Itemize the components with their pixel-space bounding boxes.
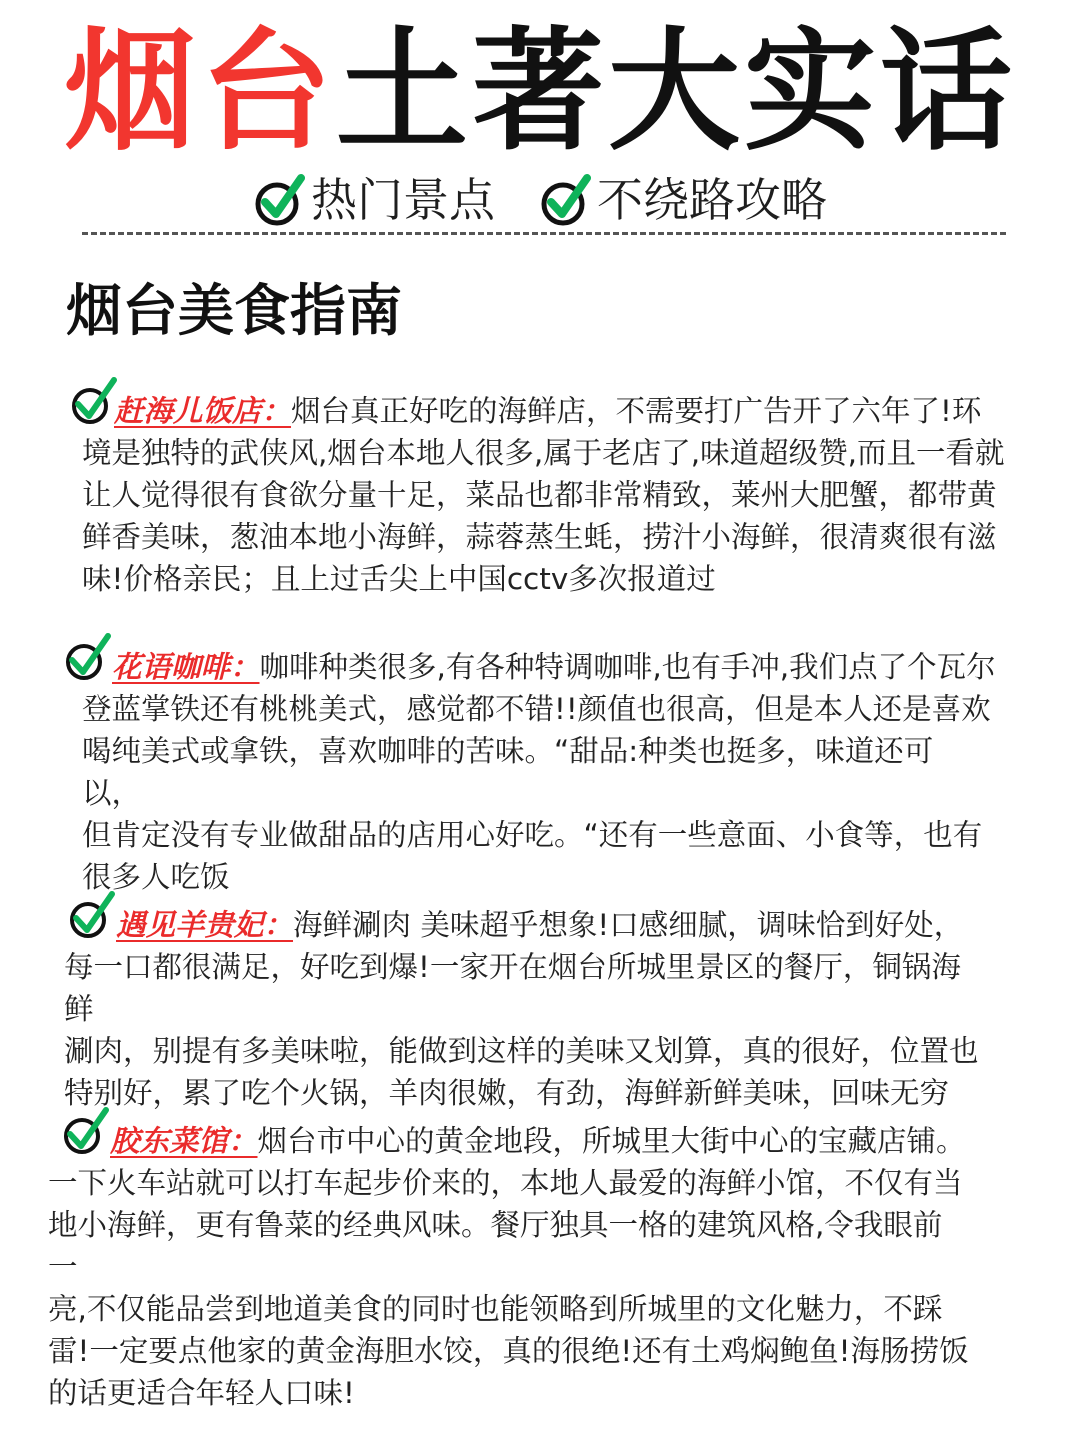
section-title: 烟台美食指南: [66, 279, 402, 344]
entry-line: 每一口都很满足，好吃到爆!一家开在烟台所城里景区的餐厅，铜锅海: [64, 950, 961, 984]
entry-line: 喝纯美式或拿铁，喜欢咖啡的苦味。“甜品:种类也挺多，味道还可: [82, 734, 934, 768]
tag-hot-spots: [253, 168, 495, 232]
entry-line: 让人觉得很有食欲分量十足，菜品也都非常精致，莱州大肥蟹，都带黄: [82, 478, 997, 512]
entry-line: 登蓝掌铁还有桃桃美式，感觉都不错!!颜值也很高，但是本人还是喜欢: [82, 692, 991, 726]
restaurant-entry: [82, 390, 1005, 600]
entry-line: 一下火车站就可以打车起步价来的，本地人最爱的海鲜小馆，不仅有当: [48, 1166, 963, 1200]
entry-line: 很多人吃饭: [82, 860, 230, 894]
title-black-part: 土著大实话: [336, 15, 1016, 169]
dashed-divider: [82, 232, 1006, 235]
entry-line: 的话更适合年轻人口味!: [48, 1376, 355, 1410]
tag-label: 热门景点: [311, 173, 495, 227]
entry-line: 特别好，累了吃个火锅，羊肉很嫩，有劲，海鲜新鲜美味，回味无穷: [64, 1076, 950, 1110]
title-red-part: 烟台: [64, 15, 336, 169]
tag-no-detour: [539, 168, 827, 232]
restaurant-name: 胶东菜馆：: [110, 1124, 258, 1158]
entry-line: 以，: [82, 776, 142, 810]
entry-line: 亮,不仅能品尝到地道美食的同时也能领略到所城里的文化魅力，不踩: [48, 1292, 943, 1326]
restaurant-entry: [82, 646, 996, 898]
entry-line: 一: [48, 1250, 78, 1284]
entry-line: 鲜: [64, 992, 94, 1026]
entry-line: 涮肉，别提有多美味啦，能做到这样的美味又划算，真的很好，位置也: [64, 1034, 979, 1068]
entry-line: 境是独特的武侠风,烟台本地人很多,属于老店了,味道超级赞,而且一看就: [82, 436, 1005, 470]
entry-line: 地小海鲜，更有鲁菜的经典风味。餐厅独具一格的建筑风格,令我眼前: [48, 1208, 943, 1242]
entry-line: 烟台市中心的黄金地段，所城里大街中心的宝藏店铺。: [257, 1124, 966, 1158]
entry-line: 但肯定没有专业做甜品的店用心好吃。“还有一些意面、小食等，也有: [82, 818, 983, 852]
restaurant-entry: [48, 1120, 968, 1414]
tag-label: 不绕路攻略: [597, 173, 827, 227]
restaurant-name: 花语咖啡：: [112, 650, 260, 684]
restaurant-name: 遇见羊贵妃：: [116, 908, 294, 942]
entry-line: 雷!一定要点他家的黄金海胆水饺，真的很绝!还有土鸡焖鲍鱼!海肠捞饭: [48, 1334, 969, 1368]
entry-line: 味!价格亲民；且上过舌尖上中国cctv多次报道过: [82, 562, 716, 596]
check-icon: [253, 172, 305, 228]
entry-line: 鲜香美味，葱油本地小海鲜，蒜蓉蒸生蚝，捞汁小海鲜，很清爽很有滋: [82, 520, 997, 554]
page-title: [0, 15, 1080, 169]
restaurant-name: 赶海儿饭店：: [114, 394, 292, 428]
entry-line: 咖啡种类很多,有各种特调咖啡,也有手冲,我们点了个瓦尔: [259, 650, 996, 684]
tag-row: [0, 168, 1080, 232]
check-icon: [539, 172, 591, 228]
entry-line: 海鲜涮肉 美味超乎想象!口感细腻，调味恰到好处，: [293, 908, 964, 942]
restaurant-entry: [64, 904, 979, 1114]
entry-line: 烟台真正好吃的海鲜店，不需要打广告开了六年了!环: [291, 394, 982, 428]
